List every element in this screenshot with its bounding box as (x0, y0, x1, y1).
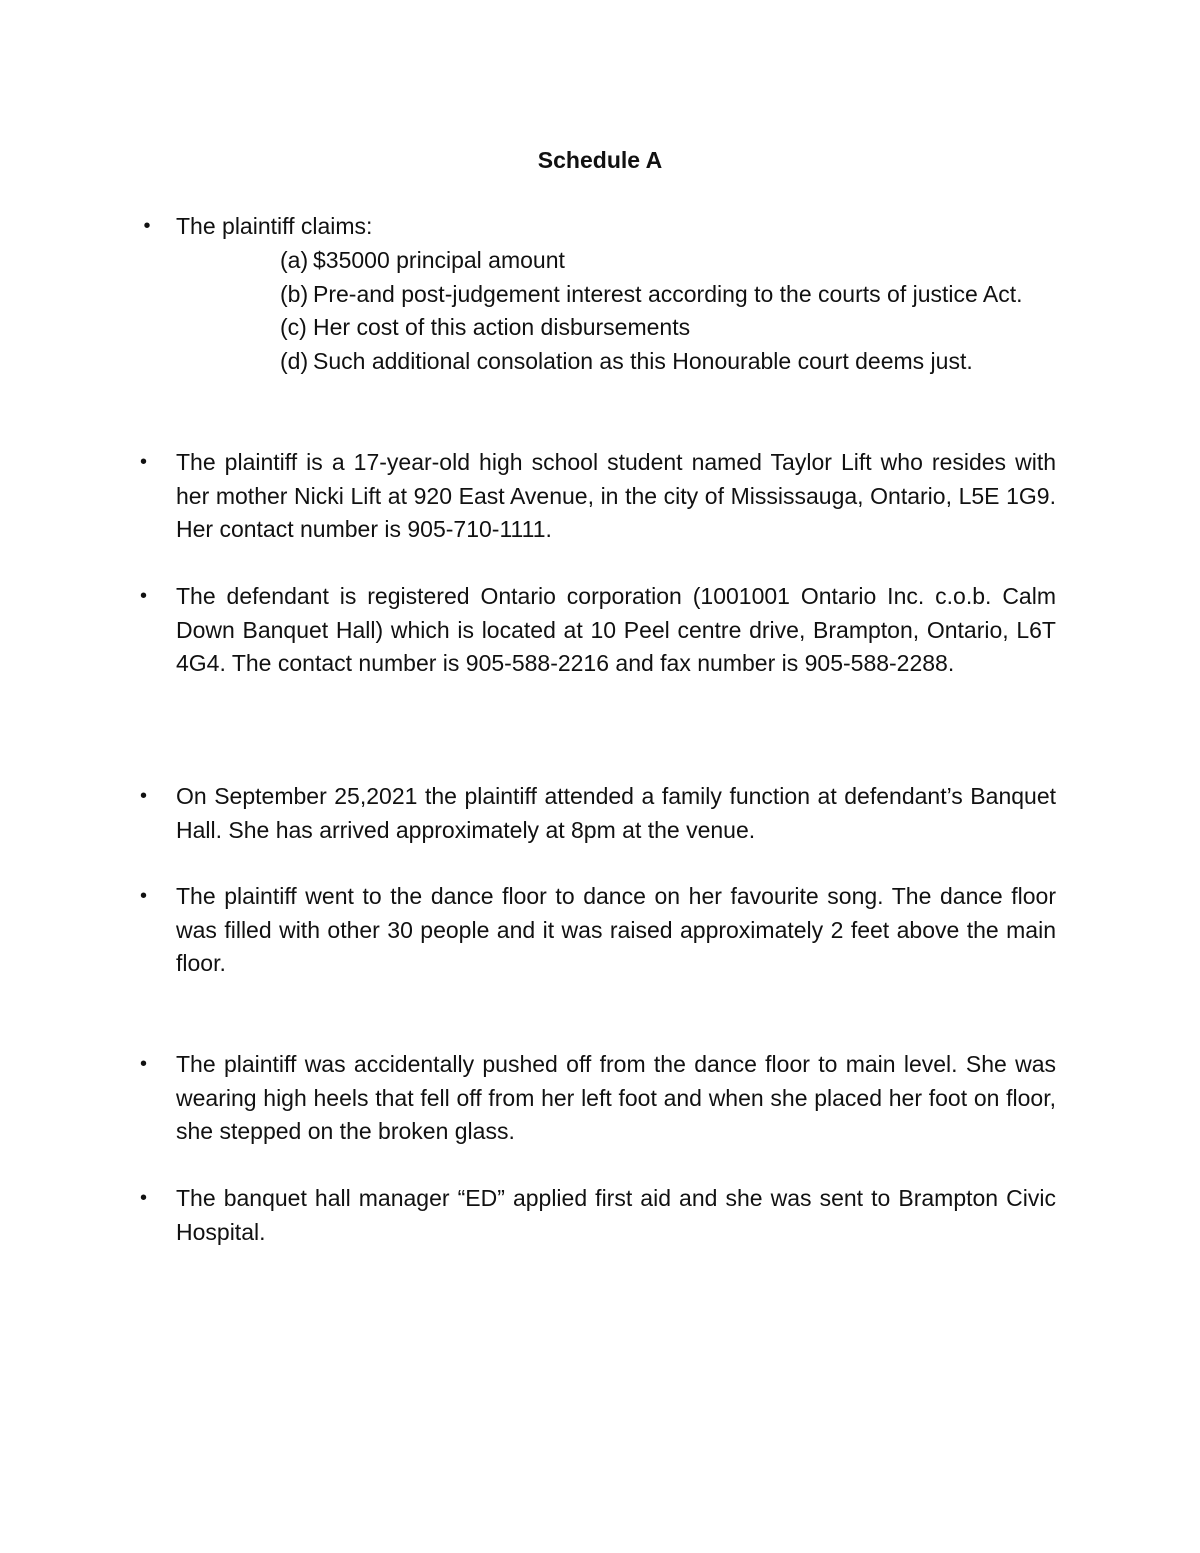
bullet-item-first-aid (140, 1182, 1056, 1249)
bullet-icon: • (140, 885, 148, 907)
paragraph-text: The plaintiff was accidentally pushed off from the dance floor to main level. She was wearing high heels that fell off from her left foot and when she placed her foot on floor, she stepped on the broken glass. (176, 1051, 1056, 1144)
claim-label: (a) (280, 247, 309, 273)
bullet-item-defendant (140, 580, 1056, 681)
claim-item-a (280, 244, 1060, 278)
bullet-item-plaintiff (140, 446, 1056, 547)
claim-label: (b) (280, 280, 309, 307)
claim-text: $35000 principal amount (313, 247, 565, 273)
claim-item-b (280, 278, 1060, 312)
paragraph-text: The plaintiff is a 17-year-old high school student named Taylor Lift who resides with her mother Nicki Lift at 920 East Avenue, in the city of Mississauga, Ontario, L5E 1G9. Her contact number is 905-710-1111. (176, 449, 1056, 542)
claim-item-d (280, 345, 1060, 379)
bullet-icon: • (143, 215, 151, 237)
claim-text: Pre-and post-judgement interest according to the courts of justice Act. (313, 280, 1023, 307)
claim-text: Her cost of this action disbursements (313, 314, 691, 340)
claim-label: (c) (280, 314, 307, 340)
claims-list (280, 244, 1060, 378)
bullet-icon: • (140, 1053, 148, 1075)
claims-intro-text: The plaintiff claims: (176, 213, 373, 239)
bullet-item-claims (143, 210, 1056, 244)
document-title: Schedule A (537, 147, 663, 173)
bullet-icon: • (140, 451, 148, 473)
bullet-item-incident (140, 1048, 1056, 1149)
paragraph-text: The plaintiff went to the dance floor to dance on her favourite song. The dance floor was filled with other 30 people and it was raised approximately 2 feet above the main floor. (176, 883, 1056, 976)
bullet-icon: • (140, 585, 148, 607)
bullet-icon: • (140, 785, 148, 807)
claim-item-c (280, 311, 1060, 345)
paragraph-text: On September 25,2021 the plaintiff attended a family function at defendant’s Banquet Hall. She has arrived approximately at 8pm at the venue. (176, 783, 1056, 843)
claim-text: Such additional consolation as this Honourable court deems just. (313, 347, 973, 374)
claim-label: (d) (280, 347, 309, 374)
bullet-icon: • (140, 1187, 148, 1209)
paragraph-text: The defendant is registered Ontario corporation (1001001 Ontario Inc. c.o.b. Calm Down Banquet Hall) which is located at 10 Peel centre drive, Brampton, Ontario, L6T 4G4. The contact number is 905-588-2216 and fax number is 905-588-2288. (176, 583, 1056, 676)
bullet-item-event (140, 780, 1056, 847)
bullet-item-dance-floor (140, 880, 1056, 981)
paragraph-text: The banquet hall manager “ED” applied first aid and she was sent to Brampton Civic Hospital. (176, 1185, 1056, 1245)
